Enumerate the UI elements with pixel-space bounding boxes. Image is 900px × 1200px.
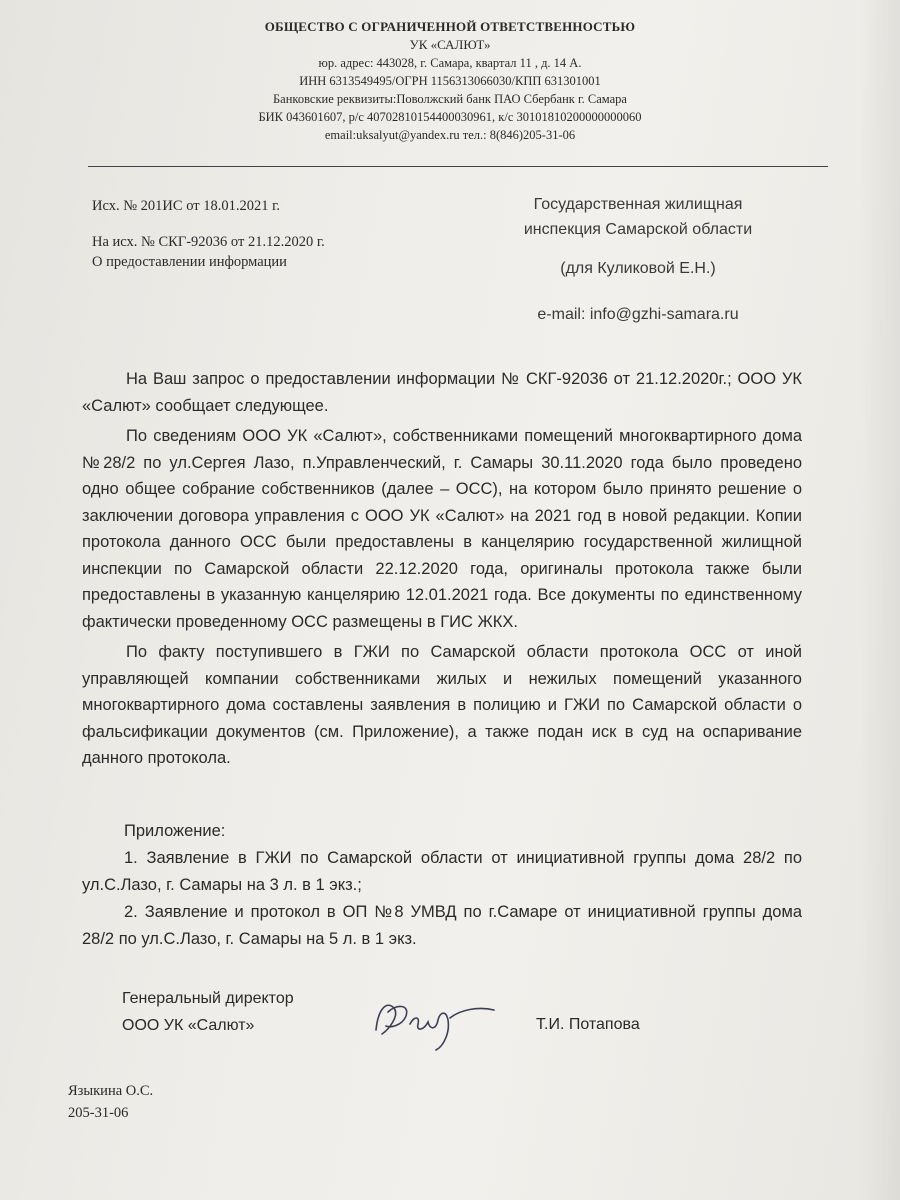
recipient-attention: (для Куликовой Е.Н.) — [560, 260, 716, 277]
reply-reference: На исх. № СКГ-92036 от 21.12.2020 г. — [92, 234, 325, 250]
org-contacts: email:uksalyut@yandex.ru тел.: 8(846)205-31-06 — [324, 128, 576, 142]
appendix-item-1: 1. Заявление в ГЖИ по Самарской области от инициативной группы дома 28/2 по ул.С.Лазо, г. Самары на 3 л. в 1 экз.; — [82, 849, 802, 894]
letter-body — [82, 366, 802, 772]
org-name: ОБЩЕСТВО С ОГРАНИЧЕННОЙ ОТВЕТСТВЕННОСТЬЮ — [264, 19, 636, 34]
org-short-name: УК «САЛЮТ» — [409, 37, 491, 52]
org-address: юр. адрес: 443028, г. Самара, квартал 11 , д. 14 А. — [318, 56, 582, 70]
executor-phone: 205-31-06 — [68, 1105, 129, 1121]
signatory-name: Т.И. Потапова — [536, 1016, 640, 1033]
signatory-company: ООО УК «Салют» — [122, 1017, 255, 1034]
org-accounts: БИК 043601607, р/с 40702810154400030961, к/с 30101810200000000060 — [258, 110, 642, 124]
recipient-email: e-mail: info@gzhi-samara.ru — [537, 306, 739, 323]
recipient-line-1: Государственная жилищная — [533, 196, 743, 213]
letter-meta — [92, 196, 325, 272]
handwritten-signature — [366, 990, 506, 1060]
body-paragraph-3: По факту поступившего в ГЖИ по Самарской области протокола ОСС от иной управляющей компании собственниками жилых и нежилых помещений указанного многоквартирного дома составлены заявления в полицию и ГЖИ по Самарской области о фальсификации документов (см. Приложение), а также подан иск в суд на оспаривание данного протокола. — [82, 643, 802, 767]
body-paragraph-1: На Ваш запрос о предоставлении информации № СКГ-92036 от 21.12.2020г.; ООО УК «Салют» сообщает следующее. — [82, 370, 802, 415]
outgoing-number: Исх. № 201ИС от 18.01.2021 г. — [92, 198, 281, 214]
appendix-heading: Приложение: — [124, 822, 226, 840]
letter-subject: О предоставлении информации — [92, 254, 287, 270]
recipient-block — [488, 192, 788, 327]
org-bank: Банковские реквизиты:Поволжский банк ПАО Сбербанк г. Самара — [273, 92, 627, 106]
executor-block — [68, 1080, 153, 1124]
appendix-item-2: 2. Заявление и протокол в ОП №8 УМВД по г.Самаре от инициативной группы дома 28/2 по ул.С.Лазо, г. Самары на 5 л. в 1 экз. — [82, 903, 802, 948]
signatory-position: Генеральный директор — [122, 990, 294, 1007]
signatory-block — [122, 985, 294, 1039]
appendix — [82, 818, 802, 953]
page-shadow — [860, 0, 900, 1200]
body-paragraph-2: По сведениям ООО УК «Салют», собственниками помещений многоквартирного дома №28/2 по ул.Сергея Лазо, п.Управленческий, г. Самары 30.11.2020 года было проведено одно общее собрание собственников (далее – ОСС), на котором было принято решение о заключении договора управления с ООО УК «Салют» на 2021 год в новой редакции. Копии протокола данного ОСС были предоставлены в канцелярию государственной жилищной инспекции по Самарской области 22.12.2020 года, оригиналы протокола также были предоставлены в указанную канцелярию 12.01.2021 года. Все документы по единственному фактически проведенному ОСС размещены в ГИС ЖКХ. — [82, 427, 802, 631]
header-divider — [88, 166, 828, 167]
org-ids: ИНН 6313549495/ОГРН 1156313066030/КПП 631301001 — [299, 74, 601, 88]
recipient-line-2: инспекция Самарской области — [523, 221, 753, 238]
executor-name: Языкина О.С. — [68, 1083, 154, 1099]
letterhead — [150, 18, 750, 144]
